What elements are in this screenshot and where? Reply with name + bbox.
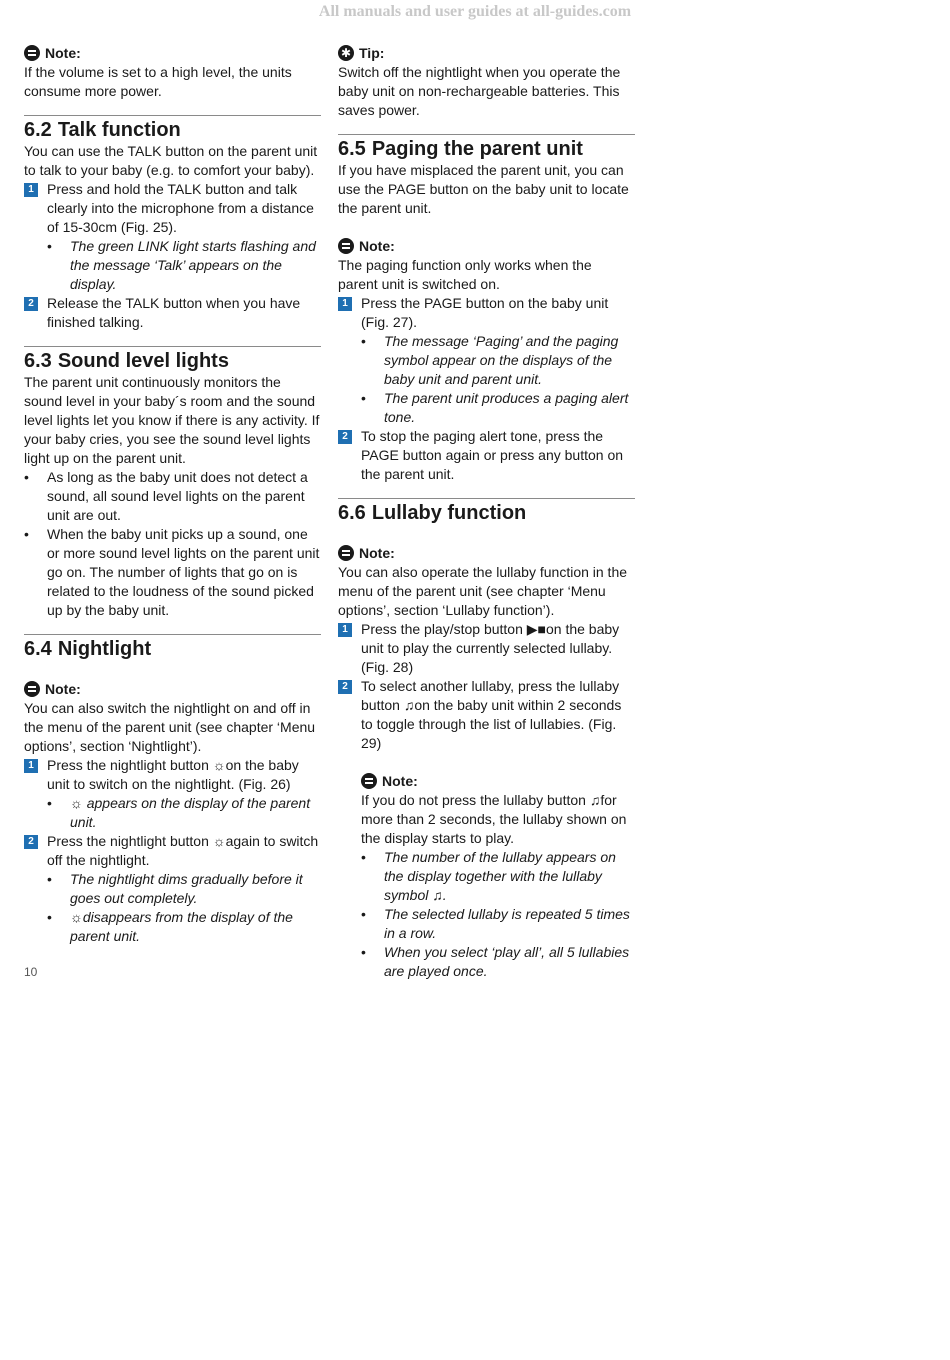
section-number: 6.6 [338,502,366,524]
step-number-badge: 1 [338,297,352,311]
sub-bullet [24,237,321,294]
note-icon [338,545,354,561]
note-icon [24,681,40,697]
step-number-badge: 2 [24,835,38,849]
sub-bullet-text: The nightlight dims gradually before it goes out completely. [70,871,303,906]
section-number: 6.5 [338,138,366,160]
sub-bullet [361,905,635,943]
step-text: Release the TALK button when you have finished talking. [47,295,301,330]
bullet-icon: • [47,238,52,254]
section-heading-paging [338,135,635,161]
sub-bullet-text: ☼ appears on the display of the parent unit. [70,795,311,830]
step [24,294,321,332]
tip-icon: ✱ [338,45,354,61]
sub-bullet [338,389,635,427]
nested-note [338,753,635,981]
section-intro: If you have misplaced the parent unit, you can use the PAGE button on the baby unit to locate the parent unit. [338,162,629,216]
bullet-icon: • [47,871,52,887]
bullet-icon: • [361,944,366,960]
note-title: Note: [359,237,395,254]
section-title: Lullaby function [371,502,527,524]
sub-bullet-text: The parent unit produces a paging alert tone. [384,390,629,425]
step-text: Press the nightlight button ☼on the baby unit to switch on the nightlight. (Fig. 26) [47,757,299,792]
list-item [24,525,321,620]
note-icon [361,773,377,789]
section-intro: You can use the TALK button on the parent unit to talk to your baby (e.g. to comfort your baby). [24,143,318,178]
page-number: 10 [24,965,38,979]
bullet-icon: • [47,795,52,811]
step [338,677,635,753]
section-number: 6.4 [24,638,52,660]
sub-bullet [361,848,635,905]
step [338,620,635,677]
bullet-icon: • [361,849,366,865]
bullet-icon: • [24,526,29,542]
note-title: Note: [359,544,395,561]
bullet-icon: • [361,906,366,922]
step-text: Press and hold the TALK button and talk clearly into the microphone from a distance of 15-30cm (Fig. 25). [47,181,314,235]
note-icon [338,238,354,254]
note-volume [24,43,321,101]
section-heading-lullaby [338,499,635,525]
note-text: You can also operate the lullaby function in the menu of the parent unit (see chapter ‘Menu options’, section ‘Lullaby function’). [338,564,628,618]
sub-bullet-text: The message ‘Paging’ and the paging symbol appear on the displays of the baby unit and parent unit. [384,333,619,387]
note-heading [338,236,635,256]
section-heading-talk [24,116,321,142]
section-heading-sound [24,347,321,373]
sub-bullet-text: The number of the lullaby appears on the display together with the lullaby symbol ♫. [384,849,616,903]
step [24,832,321,870]
section-intro: The parent unit continuously monitors the sound level in your baby´s room and the sound level lights let you know if there is any activity. If your baby cries, you see the sound level lights light up on the parent unit. [24,374,320,466]
note-heading [24,43,321,63]
step [24,756,321,794]
note-icon [24,45,40,61]
step-text: Press the PAGE button on the baby unit (Fig. 27). [361,295,609,330]
step [338,294,635,332]
section-title: Sound level lights [57,350,229,372]
step [24,180,321,237]
section-title: Paging the parent unit [371,138,583,160]
note-heading [361,771,635,791]
note-text: If you do not press the lullaby button ♫for more than 2 seconds, the lullaby shown on the display starts to play. [361,792,627,846]
sub-bullet-text: The green LINK light starts flashing and the message ‘Talk’ appears on the display. [70,238,316,292]
section-number: 6.2 [24,119,52,141]
step-text: To stop the paging alert tone, press the PAGE button again or press any button on the parent unit. [361,428,624,482]
sub-bullet [338,332,635,389]
section-number: 6.3 [24,350,52,372]
bullet-icon: • [361,333,366,349]
step-number-badge: 1 [24,183,38,197]
sub-bullet-text: The selected lullaby is repeated 5 times in a row. [384,906,630,941]
bullet-icon: • [24,469,29,485]
note-heading [24,679,321,699]
list-item-text: When the baby unit picks up a sound, one or more sound level lights on the parent unit go on. The number of lights that go on is related to the loudness of the sound picked up by the baby unit. [47,526,320,618]
tip-heading [338,43,635,63]
note-title: Note: [45,680,81,697]
step-text: Press the play/stop button ▶■on the baby unit to play the currently selected lullaby. (Fig. 28) [361,621,620,675]
step-text: Press the nightlight button ☼again to switch off the nightlight. [47,833,319,868]
list-item-text: As long as the baby unit does not detect a sound, all sound level lights on the parent unit are out. [47,469,308,523]
tip-nightlight [338,43,635,120]
step-number-badge: 1 [24,759,38,773]
sub-bullet [24,870,321,908]
section-title: Talk function [57,119,181,141]
tip-title: Tip: [359,44,385,61]
section-title: Nightlight [57,638,152,660]
step-number-badge: 2 [338,680,352,694]
sub-bullet [24,794,321,832]
note-text: You can also switch the nightlight on and off in the menu of the parent unit (see chapter ‘Menu options’, section ‘Nightlight’). [24,700,316,754]
note-title: Note: [45,44,81,61]
right-column [338,43,635,981]
sub-bullet-text: When you select ‘play all’, all 5 lullabies are played once. [384,944,630,979]
sub-bullet-text: ☼disappears from the display of the parent unit. [70,909,293,944]
section-heading-nightlight [24,635,321,661]
sub-bullet [361,943,635,981]
note-text: The paging function only works when the parent unit is switched on. [338,257,592,292]
step-number-badge: 2 [24,297,38,311]
step-number-badge: 1 [338,623,352,637]
note-title: Note: [382,772,418,789]
list-item [24,468,321,525]
bullet-icon: • [47,909,52,925]
step-text: To select another lullaby, press the lullaby button ♫on the baby unit within 2 seconds to toggle through the list of lullabies. (Fig. 29) [361,678,622,751]
step [338,427,635,484]
watermark: All manuals and user guides at all-guides.com [318,3,632,20]
tip-text: Switch off the nightlight when you operate the baby unit on non-rechargeable batteries. This saves power. [338,64,621,118]
sub-bullet [24,908,321,946]
left-column [24,43,321,946]
step-number-badge: 2 [338,430,352,444]
note-text: If the volume is set to a high level, the units consume more power. [24,64,292,99]
note-heading [338,543,635,563]
bullet-icon: • [361,390,366,406]
